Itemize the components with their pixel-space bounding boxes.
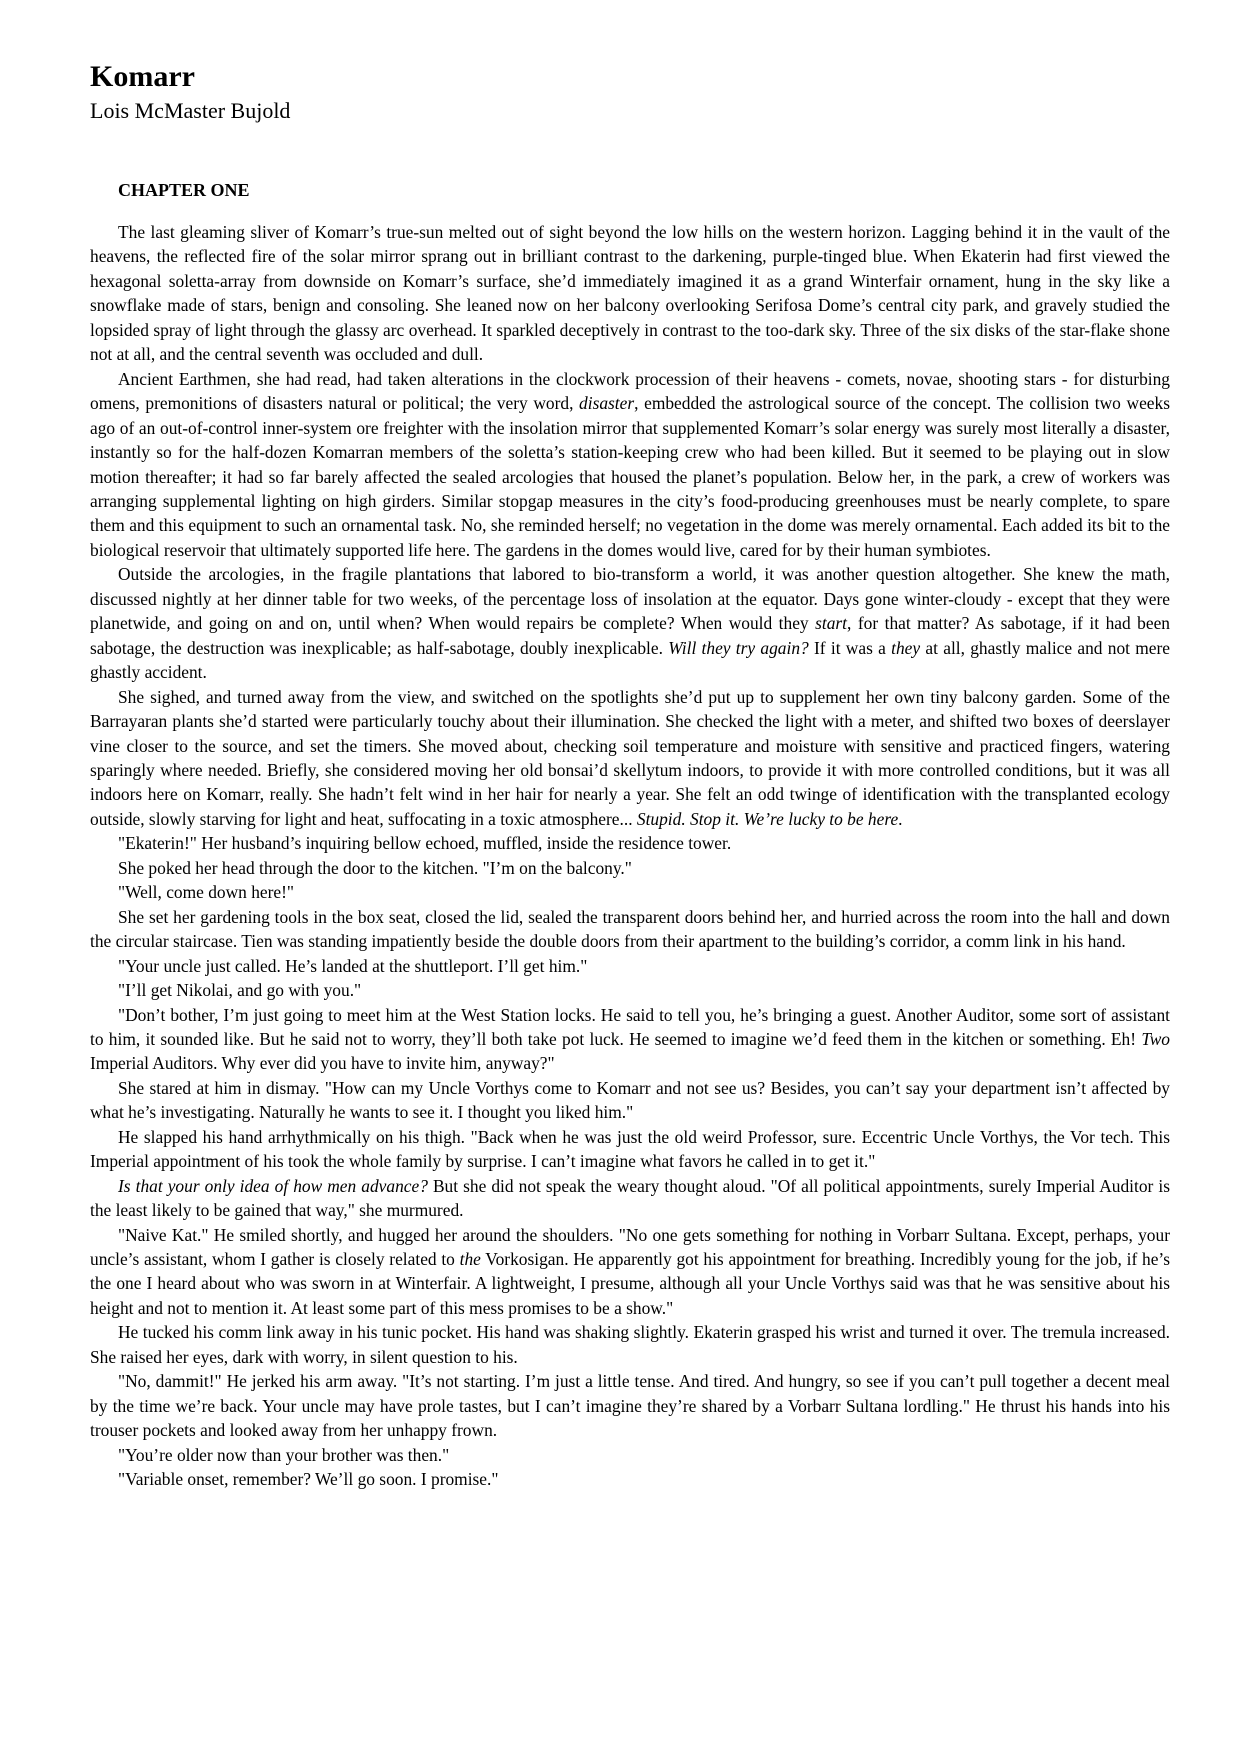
body-paragraph — [90, 954, 1170, 978]
italic-run: Stupid. Stop it. We’re lucky to be here — [636, 808, 899, 829]
text-run: "I’ll get Nikolai, and go with you." — [118, 980, 362, 1001]
text-run: "Your uncle just called. He’s landed at the shuttleport. I’ll get him." — [118, 955, 588, 976]
body-paragraph — [90, 1174, 1170, 1223]
body-paragraph — [90, 1003, 1170, 1076]
text-run: "Well, come down here!" — [118, 882, 295, 903]
text-run: Outside the arcologies, in the fragile plantations that labored to bio-transform a world, it was another question altogether. She knew the math, discussed nightly at her dinner table for two weeks, of the percentage loss of insolation at the equator. Days gone winter-cloudy - except that they were planetwide, and going on and on, until when? When would repairs be complete? When would they — [90, 564, 1170, 634]
chapter-body — [90, 220, 1170, 1492]
body-paragraph — [90, 831, 1170, 855]
document-page — [90, 58, 1170, 1492]
text-run: Vorkosigan. He apparently got his appointment for breathing. Incredibly young for the job, if he’s the one I heard about who was sworn in at Winterfair. A lightweight, I presume, although all your Uncle Vorthys said was that he was sensitive about his height and not to mention it. At least some part of this mess promises to be a show." — [90, 1249, 1171, 1318]
text-run: She stared at him in dismay. "How can my Uncle Vorthys come to Komarr and not see us? Besides, you can’t say your department isn’t affected by what he’s investigating. Naturally he wants to see it. I thought you liked him." — [90, 1077, 1170, 1123]
body-paragraph — [90, 1076, 1170, 1125]
text-run: "Variable onset, remember? We’ll go soon. I promise." — [118, 1469, 499, 1490]
text-run: "No, dammit!" He jerked his arm away. "It’s not starting. I’m just a little tense. And tired. And hungry, so see if you can’t pull together a decent meal by the time we’re back. Your uncle may have prole tastes, but I can’t imagine they’re shared by a Vorbarr Sultana lordling." He thrust his hands into his trouser pockets and looked away from her unhappy frown. — [90, 1371, 1170, 1441]
text-run: at all, ghastly malice and not mere ghastly accident. — [90, 637, 1171, 683]
body-paragraph — [90, 562, 1170, 684]
italic-run: Is that your only idea of how men advance? — [118, 1175, 428, 1196]
text-run: Ancient Earthmen, she had read, had taken alterations in the clockwork procession of their heavens - comets, novae, shooting stars - for disturbing omens, premonitions of disasters natural or political; the very word, — [90, 368, 1170, 414]
body-paragraph — [90, 1125, 1170, 1174]
body-paragraph — [90, 978, 1170, 1002]
text-run: "Ekaterin!" Her husband’s inquiring bellow echoed, muffled, inside the residence tower. — [118, 833, 732, 854]
book-author: Lois McMaster Bujold — [90, 98, 291, 123]
italic-run: they — [891, 637, 921, 658]
text-run: , embedded the astrological source of the concept. The collision two weeks ago of an out-of-control inner-system ore freighter with the insolation mirror that supplemented Komarr’s solar energy was surely most literally a disaster, instantly so for the half-dozen Komarran members of the soletta’s station-keeping crew who had been killed. But it seemed to be playing out in slow motion thereafter; it had so far barely affected the sealed arcologies that housed the planet’s population. Below her, in the park, a crew of workers was arranging supplemental lighting on high girders. Similar stopgap measures in the city’s food-producing greenhouses must be nearly complete, to spare them and this equipment to such an ornamental task. No, she reminded herself; no vegetation in the dome was merely ornamental. Each added its bit to the biological reservoir that ultimately supported life here. The gardens in the domes would live, cared for by their human symbiotes. — [90, 393, 1170, 560]
text-run: She set her gardening tools in the box seat, closed the lid, sealed the transparent doors behind her, and hurried across the room into the hall and down the circular staircase. Tien was standing impatiently beside the double doors from their apartment to the building’s corridor, a comm link in his hand. — [90, 906, 1170, 952]
body-paragraph — [90, 1320, 1170, 1369]
body-paragraph — [90, 856, 1170, 880]
text-run: "Don’t bother, I’m just going to meet him at the West Station locks. He said to tell you, he’s bringing a guest. Another Auditor, some sort of assistant to him, it sounded like. But he said not to worry, they’ll both take pot luck. He seemed to imagine we’d feed them in the kitchen or something. Eh! — [90, 1004, 1170, 1049]
text-run: She sighed, and turned away from the view, and switched on the spotlights she’d put up to supplement her own tiny balcony garden. Some of the Barrayaran plants she’d started were particularly touchy about their illumination. She checked the light with a meter, and shifted two boxes of deerslayer vine closer to the source, and set the timers. She moved about, checking soil temperature and moisture with sensitive and practiced fingers, watering sparingly where needed. Briefly, she considered moving her old bonsai’d skellytum indoors, to provide it with more controlled conditions, but it was all indoors here on Komarr, really. She hadn’t felt wind in her hair for nearly a year. She felt an odd twinge of identification with the transplanted ecology outside, slowly starving for light and heat, suffocating in a toxic atmosphere... — [90, 686, 1170, 829]
body-paragraph — [90, 1467, 1170, 1491]
italic-run: the — [459, 1249, 481, 1270]
italic-run: disaster — [579, 393, 635, 414]
body-paragraph — [90, 1369, 1170, 1442]
italic-run: start — [815, 613, 848, 634]
text-run: She poked her head through the door to the kitchen. "I’m on the balcony." — [118, 857, 632, 878]
text-run: "You’re older now than your brother was then." — [118, 1444, 450, 1465]
text-run: "Naive Kat." He smiled shortly, and hugged her around the shoulders. "No one gets something for nothing in Vorbarr Sultana. Except, perhaps, your uncle’s assistant, whom I gather is closely related to — [90, 1224, 1170, 1270]
text-run: But she did not speak the weary thought aloud. "Of all political appointments, surely Imperial Auditor is the least likely to be gained that way," she murmured. — [90, 1175, 1170, 1221]
text-run: Imperial Auditors. Why ever did you have to invite him, anyway?" — [90, 1053, 555, 1074]
text-run: If it was a — [808, 637, 892, 658]
text-run: , for that matter? As sabotage, if it had been sabotage, the destruction was inexplicable; as half-sabotage, doubly inexplicable. — [90, 613, 1170, 658]
italic-run: Two — [1141, 1028, 1170, 1049]
book-title: Komarr — [90, 60, 195, 93]
body-paragraph — [90, 1443, 1170, 1467]
chapter-heading: CHAPTER ONE — [118, 180, 250, 200]
text-run: He slapped his hand arrhythmically on his thigh. "Back when he was just the old weird Professor, sure. Eccentric Uncle Vorthys, the Vor tech. This Imperial appointment of his took the whole family by surprise. I can’t imagine what favors he called in to get it." — [90, 1126, 1170, 1172]
body-paragraph — [90, 220, 1170, 367]
text-run: The last gleaming sliver of Komarr’s true-sun melted out of sight beyond the low hills on the western horizon. Lagging behind it in the vault of the heavens, the reflected fire of the solar mirror sprang out in brilliant contrast to the darkening, purple-tinged blue. When Ekaterin had first viewed the hexagonal soletta-array from downside on Komarr’s surface, she’d immediately imagined it as a grand Winterfair ornament, hung in the sky like a snowflake made of stars, benign and consoling. She leaned now on her balcony overlooking Serifosa Dome’s central city park, and gravely studied the lopsided spray of light through the glassy arc overhead. It sparkled deceptively in contrast to the too-dark sky. Three of the six disks of the star-flake shone not at all, and the central seventh was occluded and dull. — [90, 222, 1170, 365]
body-paragraph — [90, 685, 1170, 832]
body-paragraph — [90, 905, 1170, 954]
text-run: He tucked his comm link away in his tunic pocket. His hand was shaking slightly. Ekaterin grasped his wrist and turned it over. The tremula increased. She raised her eyes, dark with worry, in silent question to his. — [90, 1322, 1170, 1367]
italic-run: Will they try again? — [668, 637, 809, 658]
body-paragraph — [90, 1223, 1170, 1321]
body-paragraph — [90, 367, 1170, 563]
text-run: . — [898, 808, 903, 829]
body-paragraph — [90, 880, 1170, 904]
